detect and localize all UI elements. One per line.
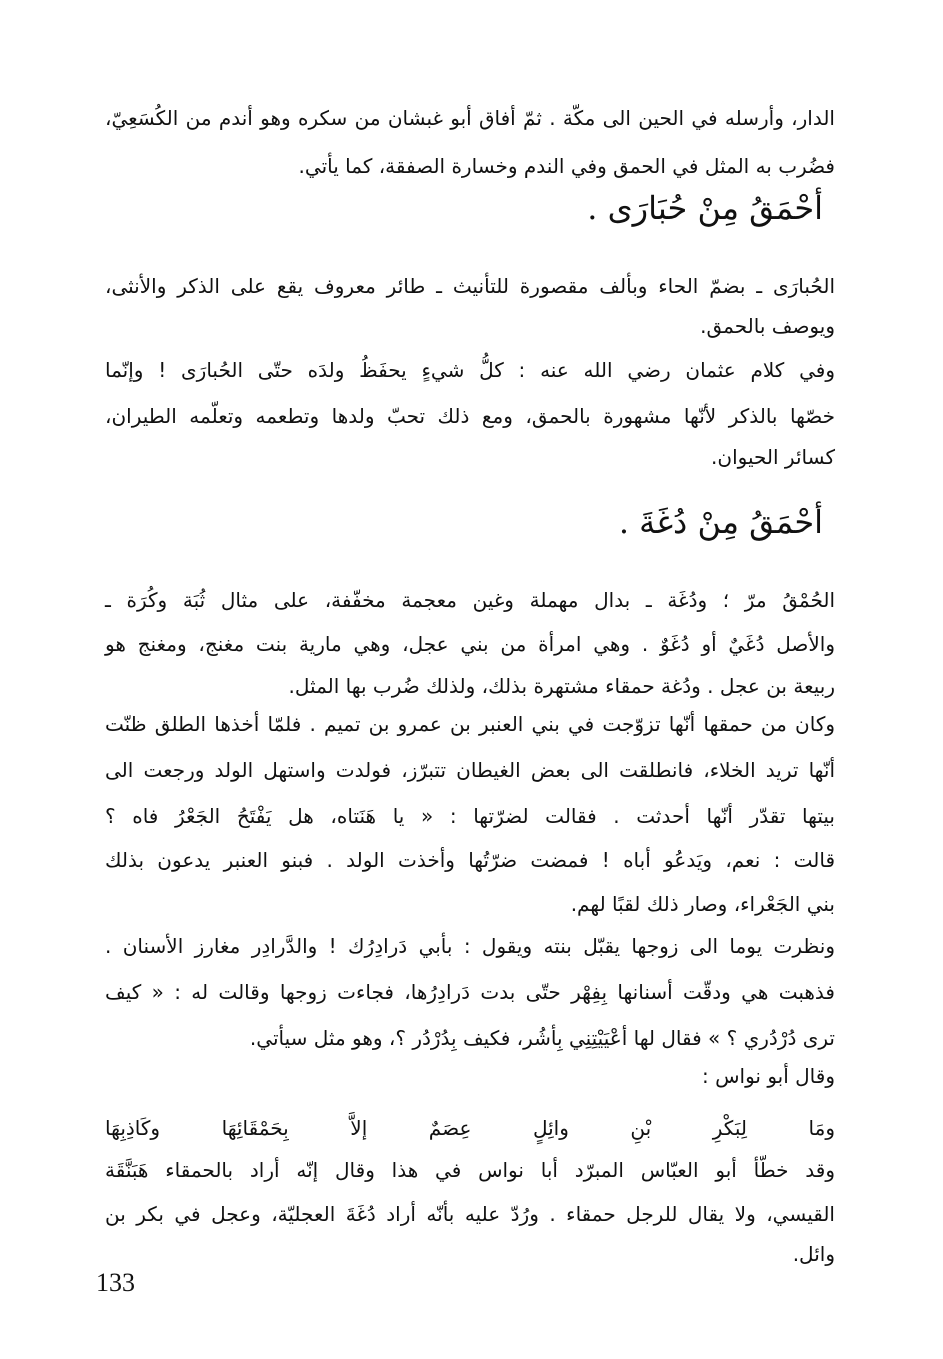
- text-line: وفي كلام عثمان رضي الله عنه : كلُّ شيءٍ يحفَظُ ولدَه حتّى الحُبارَى ! وإنّما: [105, 358, 835, 382]
- text-line: وائل.: [792, 1242, 835, 1266]
- text-line: ترى دُرْدُري ؟ » فقال لها أعْيَيْتِنِي بِأشُر، فكيف بِدُرْدُر ؟، وهو مثل سيأتي.: [249, 1026, 835, 1050]
- text-line: أنّها تريد الخلاء، فانطلقت الى بعض الغيطان تتبرّز، فولدت واستهل الولد ورجعت الى: [105, 758, 835, 782]
- text-line: ونظرت يوما الى زوجها يقبّل بنته ويقول : بأبي دَرادِرُك ! والدَّرادِر مغارز الأسنان .: [105, 934, 835, 958]
- proverb-heading: أحْمَقُ مِنْ حُبَارَى .: [587, 189, 823, 227]
- text-line: وقد خطّأ أبو العبّاس المبرّد أبا نواس في هذا وقال إنّه أراد بالحمقاء هَبَنَّقَة: [105, 1158, 835, 1182]
- text-line: ويوصف بالحمق.: [700, 314, 835, 338]
- text-line: والأصل دُغَيٌ أو دُغَوٌ . وهي امرأة من بني عجل، وهي مارية بنت مغنج، ومغنج هو: [105, 632, 835, 656]
- text-line: الحُمْقُ مرّ ؛ ودُغَة ـ بدال مهملة وغين معجمة مخفّفة، على مثال ثُبَة وكُرَة ـ: [105, 588, 835, 612]
- page-number: 133: [96, 1268, 135, 1297]
- text-line: القيسي، ولا يقال للرجل حمقاء . ورُدّ عليه بأنّه أراد دُغَةَ العجليّة، وعجل في بكر بن: [105, 1202, 835, 1226]
- text-line: الحُبارَى ـ بضمّ الحاء وبألف مقصورة للتأنيث ـ طائر معروف يقع على الذكر والأنثى،: [105, 274, 835, 298]
- text-line: وقال أبو نواس :: [702, 1064, 835, 1088]
- text-line: فضُرب به المثل في الحمق وفي الندم وخسارة الصفقة، كما يأتي.: [298, 154, 835, 178]
- text-line: وكان من حمقها أنّها تزوّجت في بني العنبر بن عمرو بن تميم . فلمّا أخذها الطلق ظنّت: [105, 712, 835, 736]
- text-line: كسائر الحيوان.: [711, 445, 835, 469]
- text-line: الدار، وأرسله في الحين الى مكّة . ثمّ أفاق أبو غبشان من سكره وهو أندم من الكُسَعِيّ،: [105, 106, 835, 130]
- text-line: خصّها بالذكر لأنّها مشهورة بالحمق، ومع ذلك تحبّ ولدها وتطعمه وتعلّمه الطيران،: [105, 404, 835, 428]
- text-line: قالت : نعم، ويَدعُو أباه ! فمضت ضرّتُها وأخذت الولد . فبنو العنبر يدعون بذلك: [105, 848, 835, 872]
- verse-line: ومَا لِبَكْرِ بْنِ وائِلٍ عِصَمٌ إلاَّ بِحَمْقَائِهَا وكَاذِبِهَا: [105, 1116, 835, 1140]
- text-line: فذهبت هي ودقّت أسنانها بِفِهْر حتّى بدت دَرادِرُها، فجاءت زوجها وقالت له : « كيف: [105, 980, 835, 1004]
- proverb-heading: أحْمَقُ مِنْ دُغَةَ .: [618, 503, 823, 541]
- text-line: ربيعة بن عجل . ودُغة حمقاء مشتهرة بذلك، ولذلك ضُرب بها المثل.: [288, 674, 835, 698]
- text-line: بني الجَعْراء، وصار ذلك لقبًا لهم.: [570, 892, 835, 916]
- text-line: بيتها تقدّر أنّها أحدثت . فقالت لضرّتها : « يا هَنَتاه، هل يَفْتَحُ الجَعْرُ فاه ؟: [105, 804, 835, 828]
